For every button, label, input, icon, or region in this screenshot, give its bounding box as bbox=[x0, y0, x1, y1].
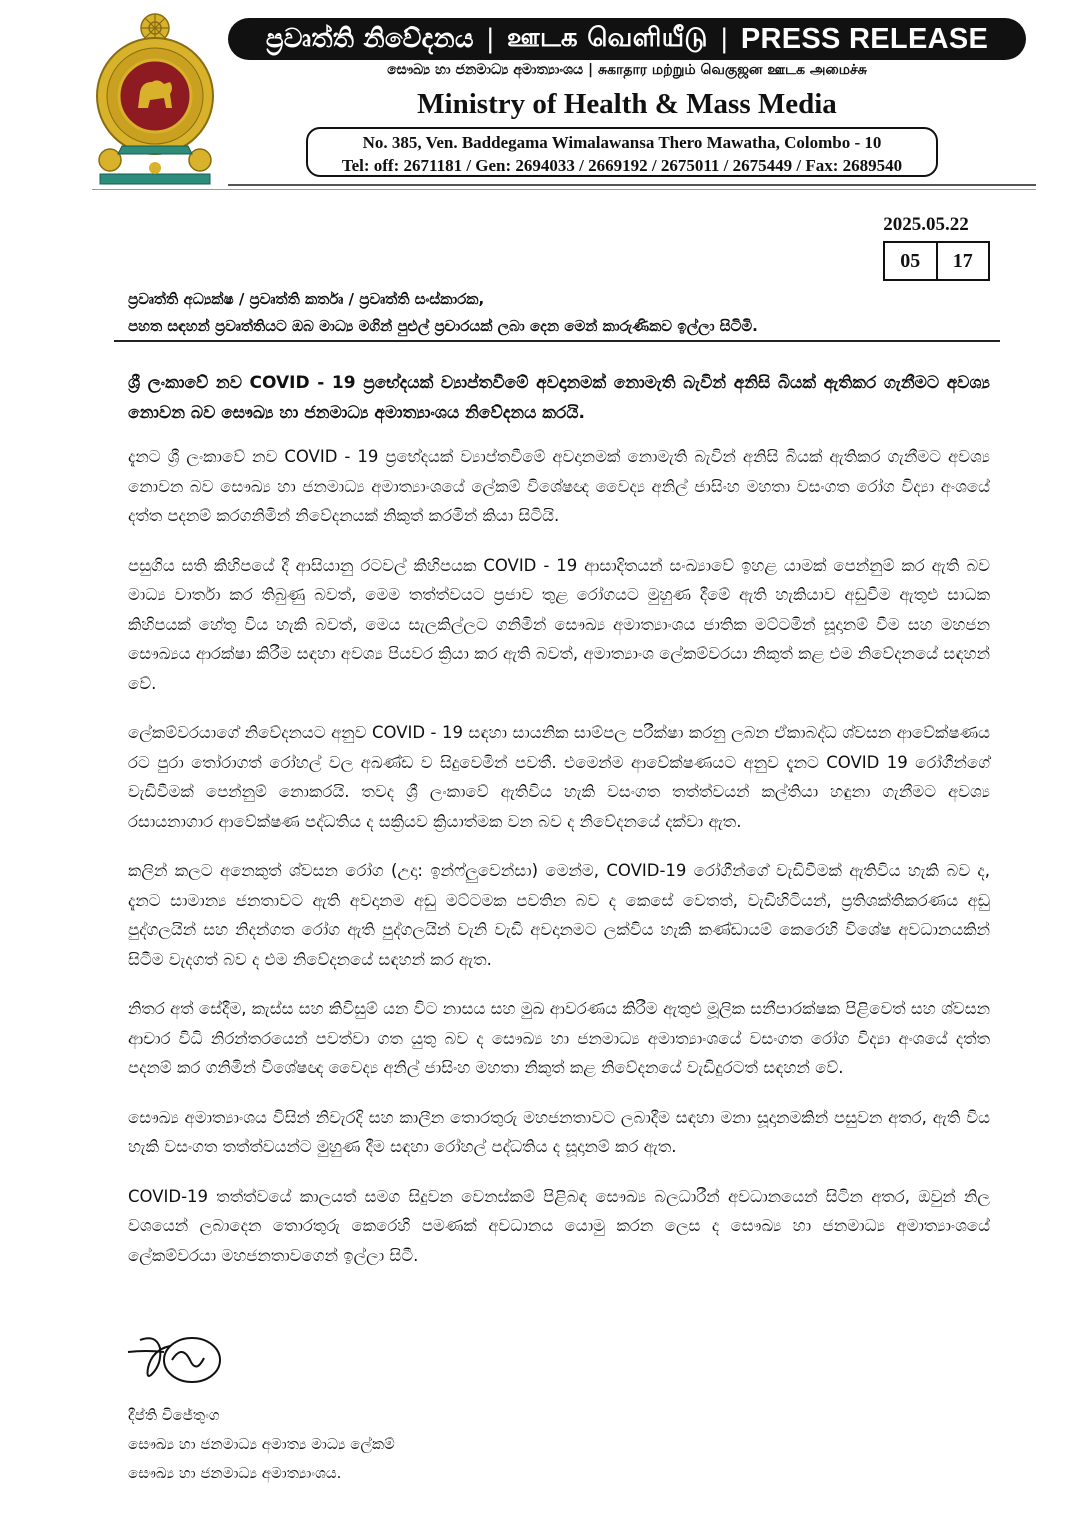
banner-separator: | bbox=[485, 24, 495, 54]
release-number-left: 05 bbox=[900, 249, 921, 272]
release-date: 2025.05.22 bbox=[883, 214, 969, 235]
ministry-address: No. 385, Ven. Baddegama Wimalawansa Thero Mawatha, Colombo - 10 bbox=[362, 133, 882, 152]
release-headline: ශ්‍රී ලංකාවේ නව COVID - 19 ප්‍රභේදයක් ව්‍යාප්තවීමේ අවදානමක් නොමැති බැවින් අනිසි බියක් ඇතිකර ගැනීමට අවශ්‍ය නොවන බව සෞඛ්‍ය හා ජනමාධ්‍ය අමාත්‍යාංශය නිවේදනය කරයි. bbox=[128, 373, 990, 423]
sri-lanka-emblem-icon bbox=[92, 8, 218, 188]
ministry-separator: | bbox=[587, 62, 594, 78]
header-divider bbox=[228, 184, 1036, 186]
body-paragraph: ලේකම්වරයාගේ නිවේදනයට අනුව COVID - 19 සඳහා සායනික සාම්පල පරීක්ෂා කරනු ලබන ඒකාබද්ධ ශ්වසන ආවේක්ෂණය රට පුරා තෝරාගත් රෝහල් වල අඛණ්ඩ ව සිදුවෙමින් පවතී. එමෙන්ම ආවේක්ෂණයට අනුව දැනට COVID 19 රෝගීන්ගේ වැඩිවීමක් පෙන්නුම් නොකරයි. තවද ශ්‍රී ලංකාවේ ඇතිවිය හැකි වසංගත තත්ත්වයන් කල්තියා හඳුනා ගැනීමට අවශ්‍ය රසායනාගාර ආවේක්ෂණ පද්ධතිය ද සක්‍රියව ක්‍රියාත්මක වන බව ද නිවේදනයේ දක්වා ඇත. bbox=[128, 723, 990, 831]
signatory-name: දීප්ති විජේතුංග bbox=[128, 1406, 220, 1424]
body-paragraph: සෞඛ්‍ය අමාත්‍යාංශය විසින් නිවැරදි සහ කාලීන තොරතුරු මහජනතාවට ලබාදීම සඳහා මනා සූදානමකින් පසුවන අතර, ඇති විය හැකි වසංගත තත්ත්වයන්ට මුහුණ දීම සඳහා රෝහල් පද්ධතිය ද සූදානම් කර ඇත. bbox=[128, 1107, 990, 1156]
header-divider bbox=[92, 189, 1036, 190]
release-body bbox=[128, 442, 990, 1290]
request-line: පහත සඳහන් ප්‍රවෘත්තියට ඔබ මාධ්‍ය මගින් පුළුල් ප්‍රචාරයක් ලබා දෙන මෙන් කාරුණිකව ඉල්ලා සිටිමි. bbox=[128, 317, 758, 335]
signatory-title: සෞඛ්‍ය හා ජනමාධ්‍ය අමාත්‍ය මාධ්‍ය ලේකම් bbox=[128, 1435, 395, 1453]
handwritten-signature-icon bbox=[126, 1330, 226, 1390]
addressee-line: ප්‍රවෘත්ති අධ්‍යක්ෂ / ප්‍රවෘත්ති කර්තෘ / ප්‍රවෘත්ති සංස්කාරක, bbox=[128, 290, 485, 308]
body-paragraph: පසුගිය සති කිහිපයේ දී ආසියානු රටවල් කිහිපයක COVID - 19 ආසාදිතයන් සංඛ්‍යාවේ ඉහළ යාමක් පෙන්නුම් කර ඇති බව මාධ්‍ය වාර්තා කර තිබුණු බවත්, මෙම තත්ත්වයට ප්‍රජාව තුළ රෝගයට මුහුණ දීමේ ඇති හැකියාව අඩුවීම ඇතුළු සාධක කිහිපයක් හේතු විය හැකි බවත්, මෙය සැලකිල්ලට ගනිමින් සෞඛ්‍ය අමාත්‍යාංශය ජාතික මට්ටමින් සූදානම් වීම සහ මහජන සෞඛ්‍යය ආරක්ෂා කිරීම සඳහා අවශ්‍ය පියවර ක්‍රියා කර ඇති බවත්, අමාත්‍යාංශ ලේකම්වරයා නිකුත් කළ එම නිවේදනයේ සඳහන් වේ. bbox=[128, 555, 990, 693]
banner-separator: | bbox=[719, 24, 729, 54]
ministry-telephone: Tel: off: 2671181 / Gen: 2694033 / 2669192 / 2675011 / 2675449 / Fax: 2689540 bbox=[341, 156, 903, 175]
banner-english: PRESS RELEASE bbox=[740, 22, 989, 55]
banner-tamil: ஊடக வெளியீடு bbox=[506, 22, 708, 53]
body-paragraph: කලින් කලට අනෙකුත් ශ්වසන රෝග (උදා: ඉන්ෆ්ලුවෙන්සා) මෙන්ම, COVID-19 රෝගීන්ගේ වැඩිවීමක් ඇතිවිය හැකි බව ද, දැනට සාමාන්‍ය ජනතාවට ඇති අවදානම අඩු මට්ටමක පවතින බව ද කෙසේ වෙතත්, වැඩිහිටියන්, ප්‍රතිශක්තිකරණය අඩු පුද්ගලයින් සහ නිදන්ගත රෝග ඇති පුද්ගලයින් වැනි වැඩි අවදානමට ලක්විය හැකි කණ්ඩායම් කෙරෙහි විශේෂ අවධානයකින් සිටීම වැදගත් බව ද එම නිවේදනයේ සඳහන් කර ඇත. bbox=[128, 861, 990, 969]
ministry-name-bilingual bbox=[228, 62, 1026, 80]
banner-sinhala: ප්‍රවෘත්ති නිවේදනය bbox=[265, 23, 474, 54]
signatory-organization: සෞඛ්‍ය හා ජනමාධ්‍ය අමාත්‍යාංශය. bbox=[128, 1464, 342, 1482]
ministry-name-tamil: சுகாதார மற்றும் வெகுஜன ஊடக அமைச்சு bbox=[597, 62, 867, 78]
signatory-block bbox=[128, 1401, 728, 1488]
addressees bbox=[128, 286, 1008, 340]
ministry-name-english: Ministry of Health & Mass Media bbox=[417, 88, 837, 120]
release-number-box bbox=[883, 241, 990, 281]
release-number-right: 17 bbox=[936, 243, 989, 279]
ministry-name-sinhala: සෞඛ්‍ය හා ජනමාධ්‍ය අමාත්‍යාංශය bbox=[387, 62, 584, 78]
body-paragraph: දැනට ශ්‍රී ලංකාවේ නව COVID - 19 ප්‍රභේදයක් ව්‍යාප්තවීමේ අවදානමක් නොමැති බැවින් අනිසි බියක් ඇතිකර ගැනීමට අවශ්‍ය නොවන බව සෞඛ්‍ය හා ජනමාධ්‍ය අමාත්‍යාංශයේ ලේකම් විශේෂඥ වෛද්‍ය අනිල් ජාසිංහ මහතා වසංගත රෝග විද්‍යා අංශයේ දත්ත පදනම් කරගනිමින් නිවේදනයක් නිකුත් කරමින් කියා සිටියි. bbox=[128, 447, 990, 525]
address-box bbox=[306, 127, 938, 177]
body-paragraph: COVID-19 තත්ත්වයේ කාලයත් සමග සිදුවන වෙනස්කම් පිළිබඳ සෞඛ්‍ය බලධාරීන් අවධානයෙන් සිටින අතර, ඔවුන් නිල වශයෙන් ලබාදෙන තොරතුරු කෙරෙහි පමණක් අවධානය යොමු කරන ලෙස ද සෞඛ්‍ය හා ජනමාධ්‍ය අමාත්‍යාංශයේ ලේකම්වරයා මහජනතාවගෙන් ඉල්ලා සිටී. bbox=[128, 1186, 990, 1265]
press-release-banner bbox=[228, 18, 1026, 60]
body-paragraph: නිතර අත් සේදීම, කැස්ස සහ කිවිසුම් යන විට නාසය සහ මුඛ ආවරණය කිරීම ඇතුළු මූලික සනීපාරක්ෂක පිළිවෙත් සහ ශ්වසන ආචාර විධි නිරන්තරයෙන් පවත්වා ගත යුතු බව ද සෞඛ්‍ය හා ජනමාධ්‍ය අමාත්‍යාංශයේ වසංගත රෝග විද්‍යා අංශයේ දත්ත පදනම් කර ගනිමින් විශේෂඥ වෛද්‍ය අනිල් ජාසිංහ මහතා නිකුත් කළ නිවේදනයේ වැඩිදුරටත් සඳහන් වේ. bbox=[128, 999, 990, 1077]
body-divider bbox=[114, 340, 1000, 342]
